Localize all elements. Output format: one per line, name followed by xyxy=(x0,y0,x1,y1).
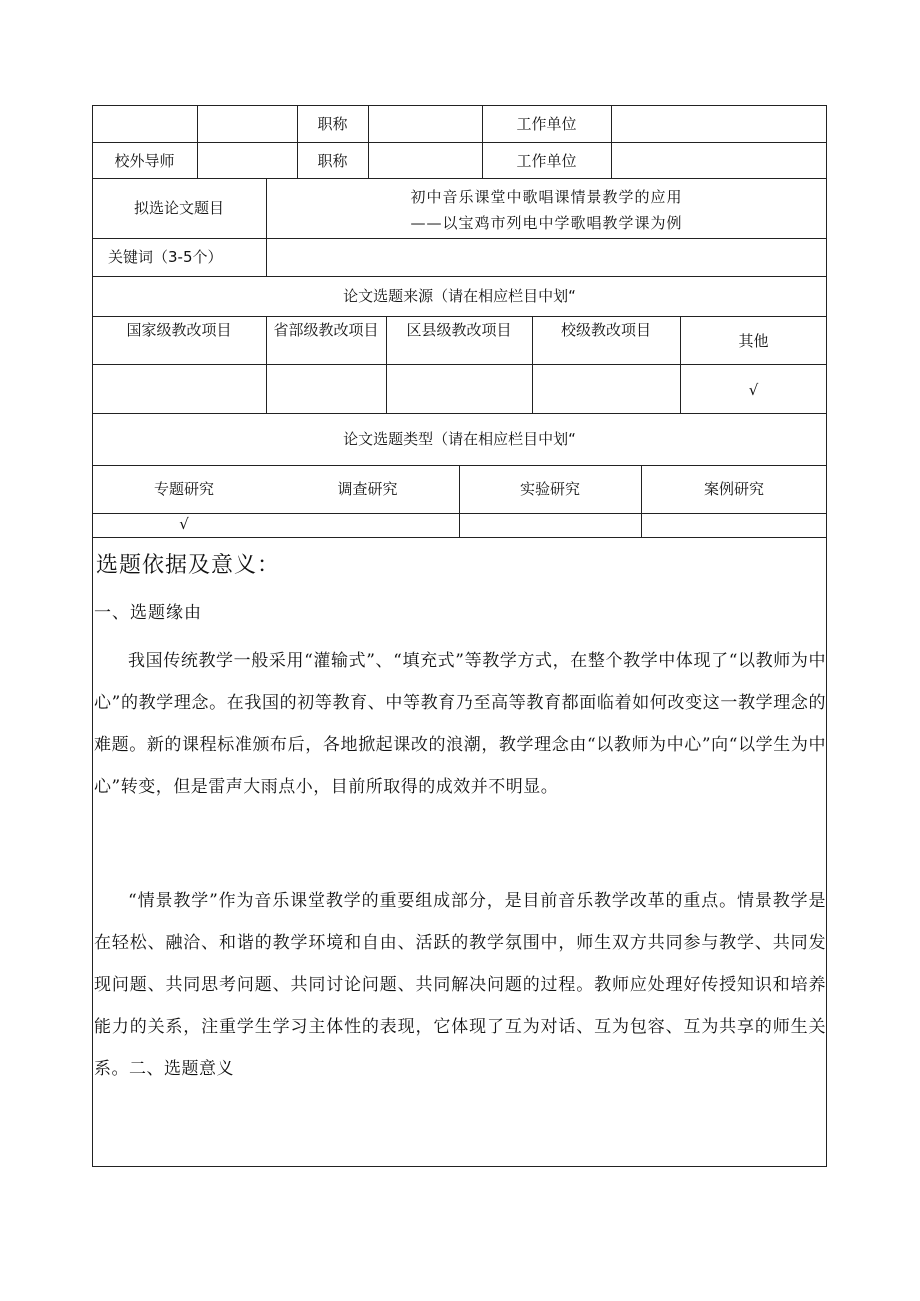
type-mark-thematic: √ xyxy=(179,515,189,533)
type-col-case: 案例研究 xyxy=(703,480,764,498)
source-col-district: 区县级教改项目 xyxy=(406,321,512,339)
topic-subtitle: ——以宝鸡市列电中学歌唱教学课为例 xyxy=(410,214,683,232)
topic-label: 拟选论文题目 xyxy=(133,199,224,217)
type-col-thematic: 专题研究 xyxy=(153,480,214,498)
basis-heading: 选题依据及意义： xyxy=(96,553,281,578)
row-divider xyxy=(92,142,827,143)
type-header: 论文选题类型（请在相应栏目中划“ xyxy=(343,430,576,448)
basis-paragraph-2: “情景教学”作为音乐课堂教学的重要组成部分，是目前音乐教学改革的重点。情景教学是在轻松、融洽、和谐的教学环境和自由、活跃的教学氛围中，师生双方共同参与教学、共同发现问题、共同思考问题、共同讨论问题、共同解决问题的过程。教师应处理好传授知识和培养能力的关系，注重学生学习主体性的表现，它体现了互为对话、互为包容、互为共享的师生关系。二、选题意义 xyxy=(94,891,826,1079)
advisor-unit-label: 工作单位 xyxy=(516,115,577,133)
type-col-survey: 调查研究 xyxy=(337,480,398,498)
type-col-experiment: 实验研究 xyxy=(519,480,580,498)
row-divider xyxy=(92,316,827,317)
col-divider xyxy=(641,465,642,537)
source-col-provincial: 省部级教改项目 xyxy=(273,321,379,339)
keywords-label: 关键词（3-5个） xyxy=(108,248,223,266)
source-col-other: 其他 xyxy=(738,332,769,350)
row-divider xyxy=(92,238,827,239)
col-divider xyxy=(368,105,369,178)
advisor-title-label: 职称 xyxy=(317,115,348,133)
source-col-school: 校级教改项目 xyxy=(560,321,651,339)
row-divider xyxy=(92,178,827,179)
row-divider xyxy=(92,276,827,277)
advisor-title-label: 职称 xyxy=(317,152,348,170)
col-divider xyxy=(197,105,198,178)
source-col-national: 国家级教改项目 xyxy=(126,321,232,339)
advisor-unit-label: 工作单位 xyxy=(516,152,577,170)
external-advisor-label: 校外导师 xyxy=(114,152,175,170)
source-mark-other: √ xyxy=(748,381,759,399)
row-divider xyxy=(92,364,827,365)
col-divider xyxy=(611,105,612,178)
row-divider xyxy=(92,413,827,414)
topic-title: 初中音乐课堂中歌唱课情景教学的应用 xyxy=(410,188,683,206)
source-header: 论文选题来源（请在相应栏目中划“ xyxy=(343,287,576,305)
col-divider xyxy=(459,465,460,537)
basis-paragraph-1: 我国传统教学一般采用“灌输式”、“填充式”等教学方式，在整个教学中体现了“以教师为中心”的教学理念。在我国的初等教育、中等教育乃至高等教育都面临着如何改变这一教学理念的难题。新的课程标准颁布后，各地掀起课改的浪潮，教学理念由“以教师为中心”向“以学生为中心”转变，但是雷声大雨点小，目前所取得的成效并不明显。 xyxy=(94,651,826,797)
row-divider xyxy=(92,537,827,538)
basis-section1: 一、选题缘由 xyxy=(94,603,202,623)
